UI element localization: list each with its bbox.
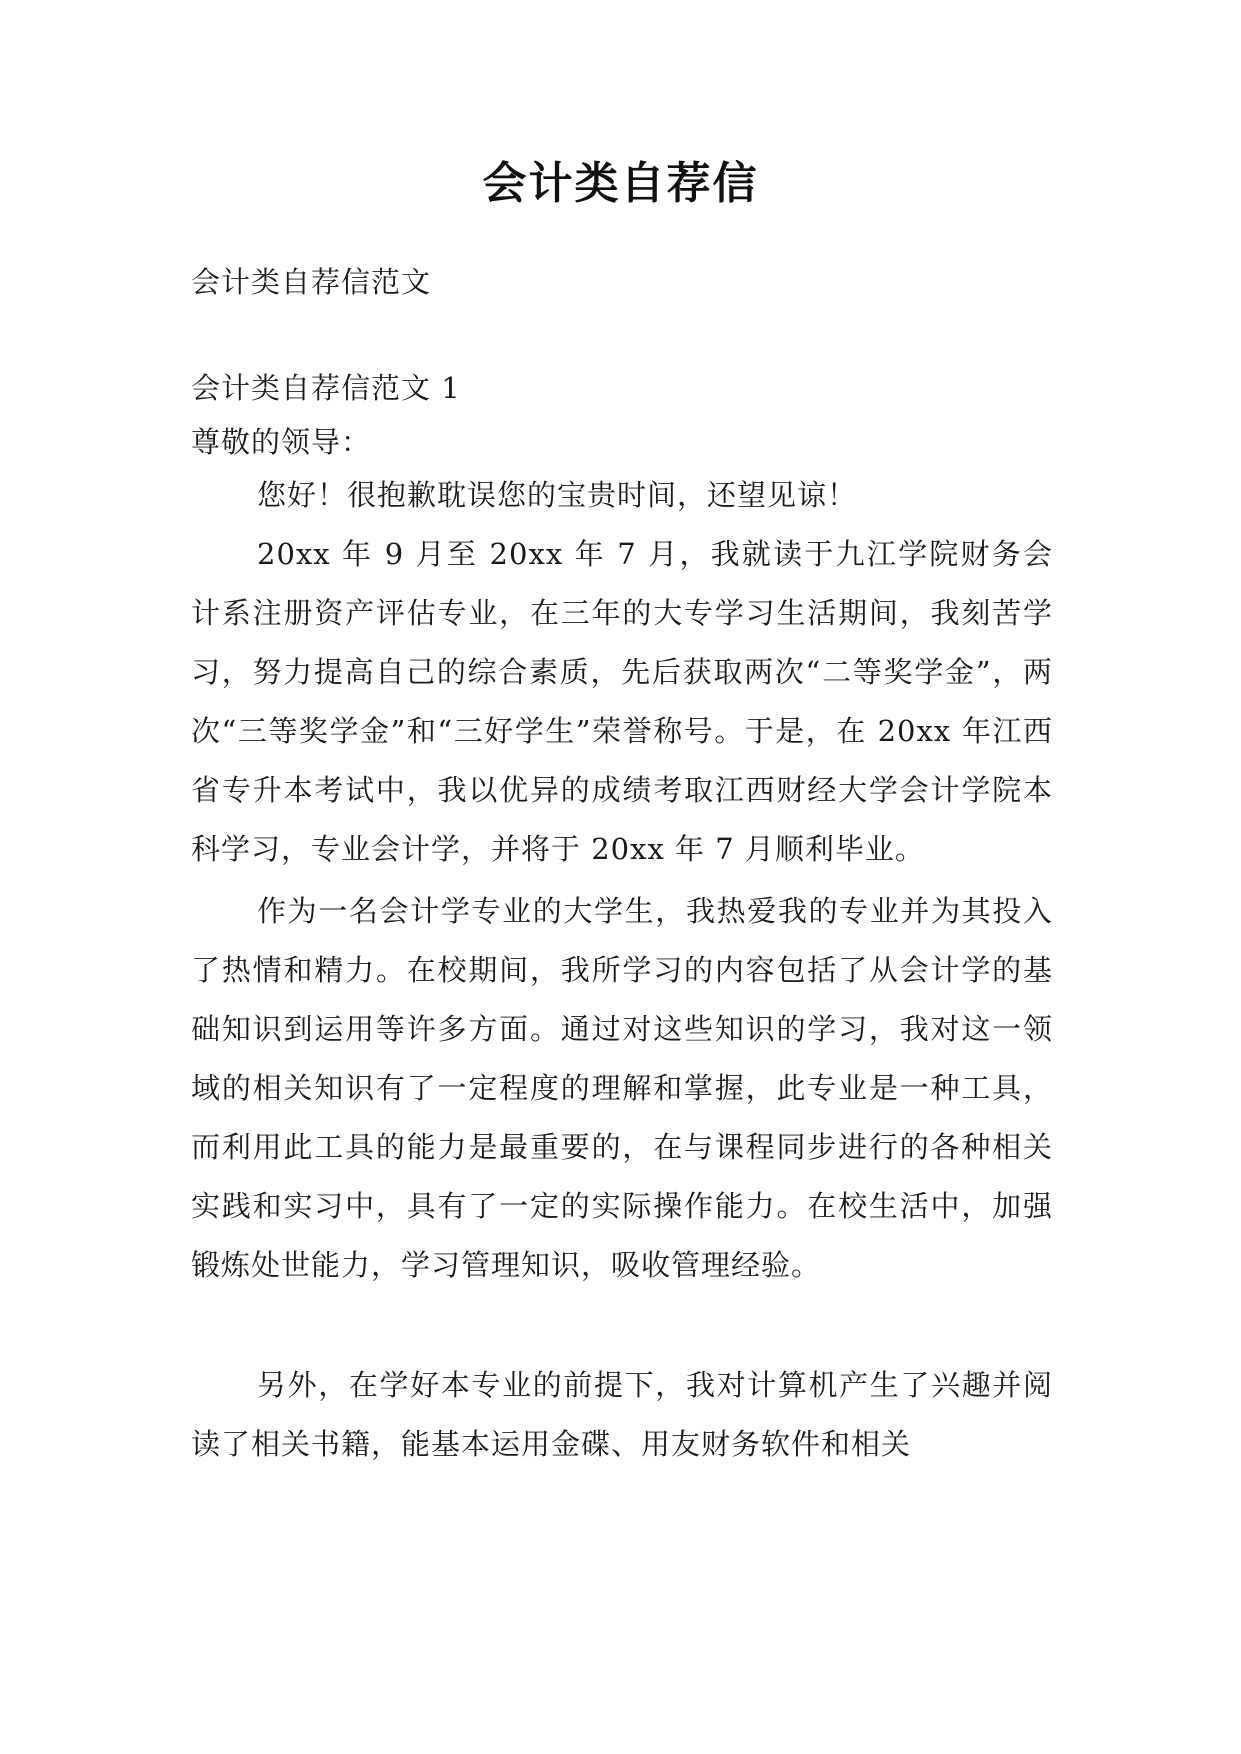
paragraph-major: 作为一名会计学专业的大学生，我热爱我的专业并为其投入了热情和精力。在校期间，我所学习的内容包括了从会计学的基础知识到运用等许多方面。通过对这些知识的学习，我对这一领域的相关知识有了一定程度的理解和掌握，此专业是一种工具，而利用此工具的能力是最重要的，在与课程同步进行的各种相关实践和实习中，具有了一定的实际操作能力。在校生活中，加强锻炼处世能力，学习管理知识，吸收管理经验。 bbox=[191, 894, 1053, 1282]
section-heading: 会计类自荐信范文 1 bbox=[191, 371, 461, 405]
document-title: 会计类自荐信 bbox=[482, 158, 759, 209]
paragraph-computer-skills: 另外，在学好本专业的前提下，我对计算机产生了兴趣并阅读了相关书籍，能基本运用金碟、用友财务软件和相关 bbox=[191, 1368, 1053, 1461]
salutation: 尊敬的领导： bbox=[191, 425, 372, 459]
paragraph-greeting: 您好！很抱歉耽误您的宝贵时间，还望见谅！ bbox=[257, 478, 858, 512]
document-subtitle: 会计类自荐信范文 bbox=[191, 265, 432, 299]
paragraph-education: 20xx 年 9 月至 20xx 年 7 月，我就读于九江学院财务会计系注册资产评估专业，在三年的大专学习生活期间，我刻苦学习，努力提高自己的综合素质，先后获取两次“二等奖学金”，两次“三等奖学金”和“三好学生”荣誉称号。于是，在 20xx 年江西省专升本考试中，我以优异的成绩考取江西财经大学会计学院本科学习，专业会计学，并将于 20xx 年 7 月顺利毕业。 bbox=[191, 537, 1053, 866]
